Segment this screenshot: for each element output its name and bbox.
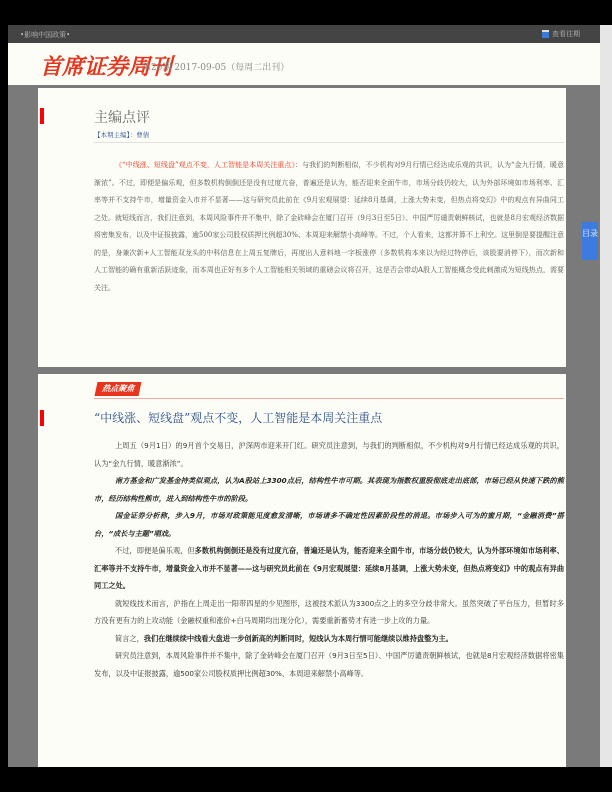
scrollbar-track[interactable] <box>600 25 612 767</box>
paragraph: 研究员注意到，本周风险事件并不集中，除了金砖峰会在厦门召开（9月3日至5日）、中国严厉谴责朝鲜核试，也就是8月宏观经济数据将密集发布，以及中证报披露，逾500家公司股权质押比例超30%、本周迎来解禁小高峰等。 <box>94 651 564 678</box>
brand-logo: 首席证券周刊 <box>40 55 173 80</box>
article-body <box>94 437 564 682</box>
paragraph: 上周五（9月1日）的9月首个交易日，沪深两市迎来开门红。研究员注意到，与我们的判断相似，不少机构对9月行情已经达成乐观的共识，认为“金九行情，暖意渐浓”。 <box>94 441 564 468</box>
editor-label: 【本期主编】： <box>94 131 137 139</box>
section-marker <box>40 108 44 124</box>
review-body: ：与我们的判断相似，不少机构对9月行情已经达成乐观的共识，认为“金九行情，暖意渐浓”。不过，即便是偏乐观，但多数机构倒倒还是没有过度亢奋，普遍还是认为，能否迎来全面牛市，市场分歧仍较大，认为外部环境如市场利率、汇率等并不支持牛市，增量资金入市并不显著——这与研究员此前在《9月宏观展望：延续8月基调，上涨大势未变，但热点将变幻》中的观点有异曲同工之处。就短线而言，我们注意到，本周风险事件并不集中，除了金砖峰会在厦门召开（9月3日至5日）、中国严厉谴责朝鲜核试，也就是8月宏观经济数据将密集发布，以及中证报披露，逾500家公司股权质押比例超30%、本周迎来解禁小高峰等。不过，个人看来，这都并算不上利空。这里倒是要提醒注意的是，身兼次新+人工智能双龙头的中科信息在上周五复牌后，再度出人意料地一字板涨停（多数机构本来以为经过特停后，该股要消停下），而次新和人工智能的确有重新活跃迹象，而本周也正好有多个人工智能相关领域的重磅会议将召开，这是否会带动A股人工智能概念受此刺激成为短线热点，需要关注。 <box>94 161 564 292</box>
tag-divider <box>94 398 564 399</box>
editor-review-text <box>94 157 564 297</box>
editor-credit <box>94 130 149 139</box>
masthead <box>8 43 600 85</box>
archive-label: 查看往期 <box>552 30 580 38</box>
archive-link[interactable] <box>542 29 580 39</box>
editor-name: 曹倩 <box>136 131 150 139</box>
section-title: 主编点评 <box>94 110 150 126</box>
toc-button[interactable]: 目录 <box>582 222 598 260</box>
paragraph: 不过，即便是偏乐观，但多数机构倒倒还是没有过度亢奋，普遍还是认为，能否迎来全面牛市，市场分歧仍较大，认为外部环境如市场利率、汇率等并不支持牛市，增量资金入市并不显著——这与研究员此前在《9月宏观展望：延续8月基调，上涨大势未变，但热点将变幻》中的观点有异曲同工之处。 <box>94 546 565 590</box>
paragraph: 南方基金和广发基金持类似观点，认为A股站上3300点后，结构性牛市可期。其表现为指数权重股彻底走出底部，市场已经从快速下跌的熊市，经历结构性熊市，进入到结构性牛市的阶段。 <box>94 476 564 503</box>
paragraph: 国金证券分析称，步入9月，市场对政策能见度愈发清晰，市场诸多不确定性因素阶段性的消退。市场步入可为的蜜月期，“金融消费”搭台，“成长与主题”唱戏。 <box>94 511 564 538</box>
hot-focus-tag: 热点聚焦 <box>95 382 142 396</box>
top-bar <box>8 25 600 43</box>
bottom-letterbox <box>0 767 612 792</box>
review-highlight-link[interactable]: 《“中线涨、短线盘”观点不变，人工智能是本周关注重点》 <box>115 161 296 169</box>
calendar-icon <box>542 30 549 38</box>
divider <box>94 142 564 143</box>
article-title: “中线涨、短线盘”观点不变，人工智能是本周关注重点 <box>94 411 383 425</box>
slogan: •影响中国政策• <box>20 31 71 39</box>
paragraph: 就短线技术而言，沪指在上周走出一阳带四星的少见图形，这被技术派认为3300点之上的多空分歧非常大。虽然突破了平台压力，但暂时多方没有更有力的上攻动能（金融权重和涨价+白马周期均出现分化），需要重新蓄势才有进一步上攻的力量。 <box>94 598 564 625</box>
issue-info: 第29期 2017-09-05（每周二出刊） <box>142 63 290 73</box>
paragraph: 简言之，我们在继续续中线看大盘进一步创新高的判断同时，短线认为本周行情可能继续以维持盘整为主。 <box>115 633 453 643</box>
section-marker <box>40 410 44 426</box>
